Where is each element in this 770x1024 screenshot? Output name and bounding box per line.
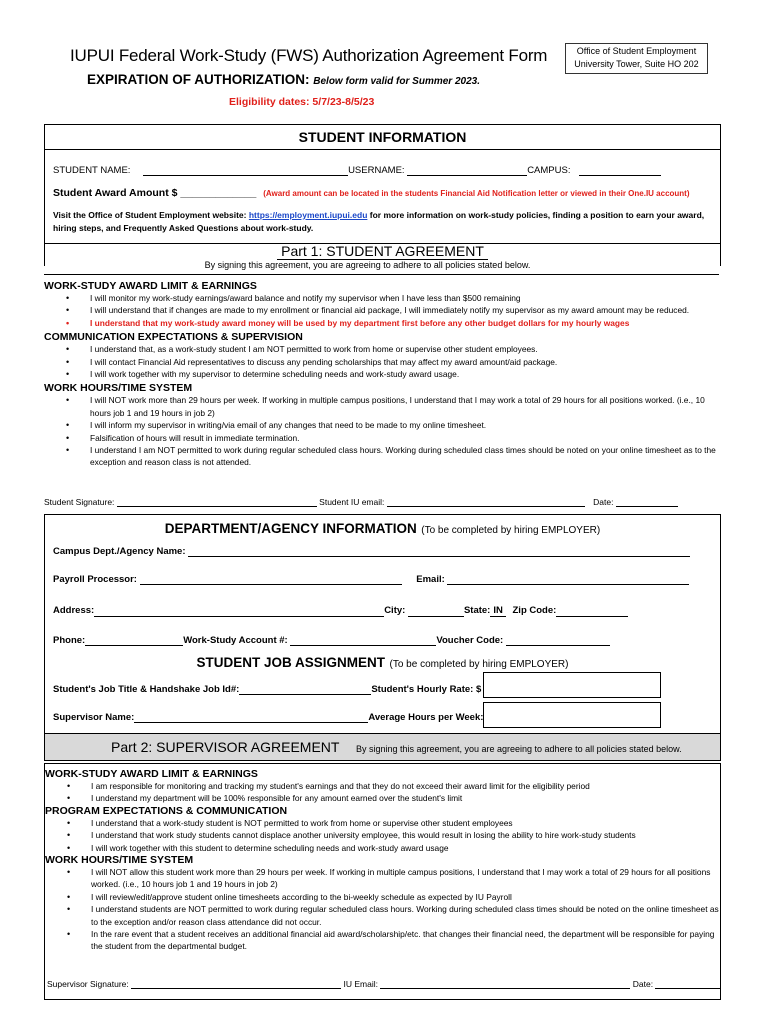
supervisor-date-field[interactable] xyxy=(655,978,721,989)
campus-field[interactable] xyxy=(579,165,661,176)
department-section xyxy=(44,514,721,734)
list-item: • I will inform my supervisor in writing/via email of any changes that need to be made to my online timesheet. xyxy=(44,419,719,431)
job-section-title: STUDENT JOB ASSIGNMENT xyxy=(196,655,386,670)
part2-header xyxy=(44,733,721,761)
part1-list-hours xyxy=(44,394,719,468)
student-name-row xyxy=(53,165,661,176)
part2-subtitle: By signing this agreement, you are agreeing to adhere to all policies stated below. xyxy=(355,744,682,754)
list-item: • I understand I am NOT permitted to work during regular scheduled class hours. Working during scheduled class times should be noted on your online timesheet as to the exception and reason class is not attended. xyxy=(44,444,719,469)
payroll-label: Payroll Processor: xyxy=(53,574,137,585)
part2-heading-hours: WORK HOURS/TIME SYSTEM xyxy=(45,854,194,867)
part2-body xyxy=(45,768,720,953)
zip-label: Zip Code: xyxy=(512,605,557,616)
list-item: • I will NOT work more than 29 hours per week. If working in multiple campus positions, I understand that I may work a total of 29 hours for all positions worked. (i.e., 10 hours job 1 and 19 hours in job 2) xyxy=(44,394,719,419)
part1-list-communication xyxy=(44,343,719,380)
list-item: • In the rare event that a student receives an additional financial aid award/scholarship/etc. that changes their financial need, the department will be responsible for paying the student from the departmental budget. xyxy=(45,928,720,953)
campus-dept-row: Campus Dept./Agency Name: xyxy=(53,546,690,557)
student-info-section xyxy=(44,124,721,244)
campus-dept-label: Campus Dept./Agency Name xyxy=(53,546,183,557)
job-section-note: (To be completed by hiring EMPLOYER) xyxy=(389,659,569,670)
department-title-note: (To be completed by hiring EMPLOYER) xyxy=(421,525,601,536)
list-item: • I will work together with my supervisor to determine scheduling needs and work-study award usage. xyxy=(44,368,719,380)
student-date-field[interactable] xyxy=(616,496,678,507)
office-box xyxy=(565,43,708,74)
office-line-2: University Tower, Suite HO 202 xyxy=(574,59,699,69)
employment-link[interactable]: https://employment.iupui.edu xyxy=(248,210,368,220)
department-title-row xyxy=(45,520,720,538)
payroll-email-label: Email: xyxy=(416,574,445,585)
avg-hours-label: Average Hours per Week: xyxy=(368,712,484,723)
supervisor-name-label: Supervisor Name: xyxy=(53,712,135,723)
student-signature-field[interactable] xyxy=(117,496,317,507)
supervisor-name-field[interactable] xyxy=(134,712,368,723)
list-item: • I understand my department will be 100% responsible for any amount earned over the student's limit xyxy=(45,792,720,804)
expiration-note: Below form valid for Summer 2023. xyxy=(313,76,480,87)
job-title-row xyxy=(45,654,720,672)
part1-heading-award: WORK-STUDY AWARD LIMIT & EARNINGS xyxy=(44,280,257,292)
form-title: IUPUI Federal Work-Study (FWS) Authorization Agreement Form xyxy=(70,46,548,65)
student-signature-row xyxy=(44,496,678,507)
part1-body xyxy=(44,280,719,469)
award-note: (Award amount can be located in the students Financial Aid Notification letter or viewed in their One.IU account) xyxy=(263,189,690,198)
state-field[interactable]: IN xyxy=(490,605,506,617)
payroll-email-field[interactable] xyxy=(447,574,689,585)
award-blank[interactable]: _____________ xyxy=(180,187,257,199)
part2-section xyxy=(44,763,721,1000)
eligibility-dates: Eligibility dates: 5/7/23-8/5/23 xyxy=(229,96,375,108)
part1-list-award xyxy=(44,292,719,329)
job-title-label: Student's Job Title & Handshake Job Id#: xyxy=(53,684,240,695)
address-row xyxy=(53,605,628,617)
username-label: USERNAME: xyxy=(348,165,405,176)
phone-field[interactable] xyxy=(85,635,183,646)
office-line-1: Office of Student Employment xyxy=(576,46,697,56)
part1-heading-communication: COMMUNICATION EXPECTATIONS & SUPERVISION xyxy=(44,331,303,344)
list-item: • I understand that work study students cannot displace another university employee, this would result in losing the ability to hire work-study students xyxy=(45,829,720,841)
zip-field[interactable] xyxy=(556,606,628,617)
supervisor-email-field[interactable] xyxy=(380,978,630,989)
list-item: • I will work together with this student to determine scheduling needs and work-study award usage xyxy=(45,842,720,854)
expiration-line xyxy=(87,72,480,87)
avg-hours-box[interactable] xyxy=(483,702,661,728)
list-item: • I understand students are NOT permitted to work during regular scheduled class hours. Working during scheduled class times should be noted on the online timesheet as to the exception and/or reason class attendance did not occur. xyxy=(45,903,720,928)
part2-title: Part 2: SUPERVISOR AGREEMENT xyxy=(111,739,340,755)
phone-row xyxy=(53,635,610,646)
list-item: • I will review/edit/approve student online timesheets according to the bi-weekly schedule as expected by IU Payroll xyxy=(45,891,720,903)
part2-list-award xyxy=(45,780,720,805)
supervisor-signature-row xyxy=(47,978,721,989)
student-signature-label: Student Signature: xyxy=(44,497,115,507)
supervisor-email-label: IU Email: xyxy=(343,979,378,989)
address-label: Address: xyxy=(53,605,95,616)
voucher-label: Voucher Code: xyxy=(436,635,504,646)
part2-title-row xyxy=(111,739,682,757)
visit-text-1: Visit the Office of Student Employment website: xyxy=(53,210,247,220)
student-name-label: STUDENT NAME: xyxy=(53,165,131,176)
campus-dept-field[interactable] xyxy=(188,546,690,557)
part2-heading-award: WORK-STUDY AWARD LIMIT & EARNINGS xyxy=(45,768,258,780)
part2-heading-program: PROGRAM EXPECTATIONS & COMMUNICATION xyxy=(45,804,288,817)
part2-list-hours xyxy=(45,866,720,953)
ws-account-label: Work-Study Account #: xyxy=(183,635,288,646)
list-item: • I will contact Financial Aid representatives to discuss any pending scholarships that may affect my award amount/aid package. xyxy=(44,356,719,368)
city-field[interactable] xyxy=(408,606,464,617)
student-info-title: STUDENT INFORMATION xyxy=(298,129,467,145)
supervisor-date-label: Date: xyxy=(632,979,654,989)
list-item: • I understand that a work-study student is NOT permitted to work from home or supervise other student employees xyxy=(45,817,720,829)
part1-title: Part 1: STUDENT AGREEMENT xyxy=(45,243,720,259)
state-label: State: xyxy=(463,605,491,616)
list-item: • I will understand that if changes are made to my enrollment or financial aid package, I will immediately notify my supervisor as my award amount may be reduced. xyxy=(44,304,719,316)
job-row xyxy=(53,684,481,695)
award-row xyxy=(53,187,690,199)
supervisor-signature-field[interactable] xyxy=(131,978,341,989)
visit-text xyxy=(53,209,713,234)
student-email-field[interactable] xyxy=(387,496,585,507)
list-item: • I will monitor my work-study earnings/award balance and notify my supervisor when I have less than $500 remaining xyxy=(44,292,719,304)
job-title-field[interactable] xyxy=(239,684,371,695)
part2-list-program xyxy=(45,817,720,854)
username-field[interactable] xyxy=(407,165,527,176)
visit-text-2: for more information on work-study policies, finding a position to earn your award, hiring steps, and Frequently Asked Questions about work-study. xyxy=(53,210,705,233)
list-item: • I am responsible for monitoring and tracking my student's earnings and that they do not exceed their award limit for the eligibility period xyxy=(45,780,720,792)
phone-label: Phone: xyxy=(53,635,86,646)
student-name-field[interactable] xyxy=(143,165,348,176)
expiration-label: EXPIRATION OF AUTHORIZATION: xyxy=(87,72,310,87)
student-date-label: Date: xyxy=(593,497,614,507)
payroll-row xyxy=(53,574,689,585)
supervisor-signature-label: Supervisor Signature: xyxy=(47,979,129,989)
ws-account-field[interactable] xyxy=(290,635,436,646)
supervisor-row xyxy=(53,712,483,723)
voucher-field[interactable] xyxy=(506,635,610,646)
department-title: DEPARTMENT/AGENCY INFORMATION xyxy=(164,521,417,536)
hourly-rate-label: Student's Hourly Rate: $ xyxy=(371,684,482,695)
city-label: City: xyxy=(384,605,406,616)
part1-subtitle: By signing this agreement, you are agreeing to adhere to all policies stated below. xyxy=(204,260,531,270)
list-item: • Falsification of hours will result in immediate termination. xyxy=(44,432,719,444)
payroll-field[interactable] xyxy=(140,574,402,585)
list-item: • I understand that, as a work-study student I am NOT permitted to work from home or supervise other student employees. xyxy=(44,343,719,355)
list-item: • I understand that my work-study award money will be used by my department first before any other budget dollars for my hourly wages xyxy=(44,317,719,329)
list-item: • I will NOT allow this student work more than 29 hours per week. If working in multiple campus positions, I understand that I may work a total of 29 hours for all positions worked. (i.e., 10 hours job 1 and 19 hours in job 2) xyxy=(45,866,720,891)
part1-heading-hours: WORK HOURS/TIME SYSTEM xyxy=(44,382,193,395)
award-label: Student Award Amount $ xyxy=(53,187,178,199)
hourly-rate-box[interactable] xyxy=(483,672,661,698)
student-email-label: Student IU email: xyxy=(319,497,385,507)
campus-label: CAMPUS: xyxy=(527,165,571,176)
address-field[interactable] xyxy=(94,606,384,617)
